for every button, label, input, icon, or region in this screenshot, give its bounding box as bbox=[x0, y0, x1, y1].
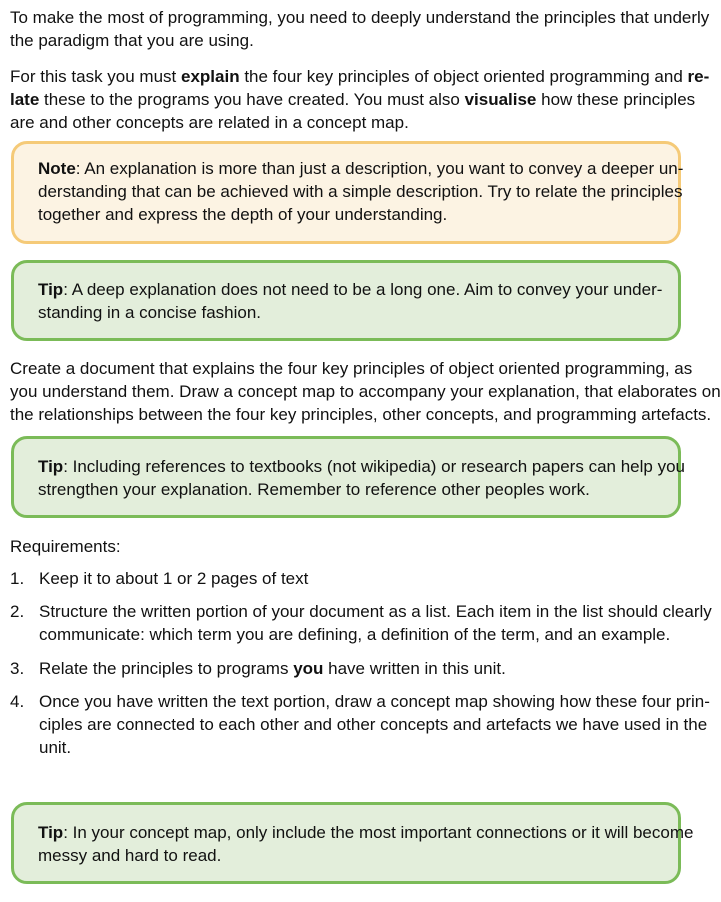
tip-callout-3 bbox=[11, 802, 694, 884]
requirement-number-4: 4. bbox=[10, 692, 25, 711]
create-line-3: the relationships between the four key principles, other concepts, and programming artefacts. bbox=[10, 405, 712, 424]
tip-callout-2 bbox=[11, 436, 685, 518]
create-line-1: Create a document that explains the four key principles of object oriented programming, as bbox=[10, 359, 693, 378]
tip2-line-2: strengthen your explanation. Remember to reference other peoples work. bbox=[38, 480, 590, 499]
relate-emphasis-start: re- bbox=[687, 67, 710, 86]
tip3-line-2: messy and hard to read. bbox=[38, 846, 222, 865]
note-callout bbox=[11, 141, 684, 244]
requirement-number-1: 1. bbox=[10, 569, 25, 588]
requirement-item-1: Keep it to about 1 or 2 pages of text bbox=[39, 569, 309, 588]
task-line-1: For this task you must explain the four key principles of object oriented programming and re- bbox=[10, 67, 710, 86]
task-line-3: are and other concepts are related in a concept map. bbox=[10, 113, 409, 132]
note-label: Note bbox=[38, 159, 76, 178]
tip1-label: Tip bbox=[38, 280, 64, 299]
tip3-label: Tip bbox=[38, 823, 64, 842]
note-line-1: Note: An explanation is more than just a description, you want to convey a deeper un- bbox=[38, 159, 684, 178]
create-line-2: you understand them. Draw a concept map to accompany your explanation, that elaborates on bbox=[10, 382, 721, 401]
explain-emphasis: explain bbox=[181, 67, 240, 86]
relate-emphasis-end: late bbox=[10, 90, 40, 109]
tip-callout-1 bbox=[11, 260, 681, 341]
intro-paragraph bbox=[10, 6, 710, 52]
you-emphasis: you bbox=[293, 659, 324, 678]
create-paragraph bbox=[10, 357, 721, 426]
note-line-3: together and express the depth of your understanding. bbox=[38, 205, 448, 224]
requirement-number-3: 3. bbox=[10, 659, 25, 678]
requirements-heading: Requirements: bbox=[10, 537, 121, 556]
task-line-2: late these to the programs you have created. You must also visualise how these principles bbox=[10, 90, 696, 109]
tip1-line-1: Tip: A deep explanation does not need to be a long one. Aim to convey your under- bbox=[38, 280, 663, 299]
tip3-line-1: Tip: In your concept map, only include the most important connections or it will become bbox=[38, 823, 694, 842]
requirement-item-2: Structure the written portion of your document as a list. Each item in the list should clearly communicate: which term you are defining, a definition of the term, and an example. bbox=[39, 602, 712, 644]
requirement-item-4: Once you have written the text portion, draw a concept map showing how these four prin- ciples are connected to each other and other concepts and artefacts we have used in the unit. bbox=[39, 692, 710, 757]
note-line-2: derstanding that can be achieved with a simple description. Try to relate the principles bbox=[38, 182, 683, 201]
visualise-emphasis: visualise bbox=[464, 90, 537, 109]
requirement-number-2: 2. bbox=[10, 602, 25, 621]
requirement-item-3: Relate the principles to programs you have written in this unit. bbox=[39, 659, 506, 678]
intro-line-1: To make the most of programming, you need to deeply understand the principles that underly bbox=[10, 8, 710, 27]
tip2-label: Tip bbox=[38, 457, 64, 476]
tip2-line-1: Tip: Including references to textbooks (not wikipedia) or research papers can help you bbox=[38, 457, 685, 476]
task-paragraph bbox=[10, 65, 710, 134]
intro-line-2: the paradigm that you are using. bbox=[10, 31, 254, 50]
tip1-line-2: standing in a concise fashion. bbox=[38, 303, 262, 322]
